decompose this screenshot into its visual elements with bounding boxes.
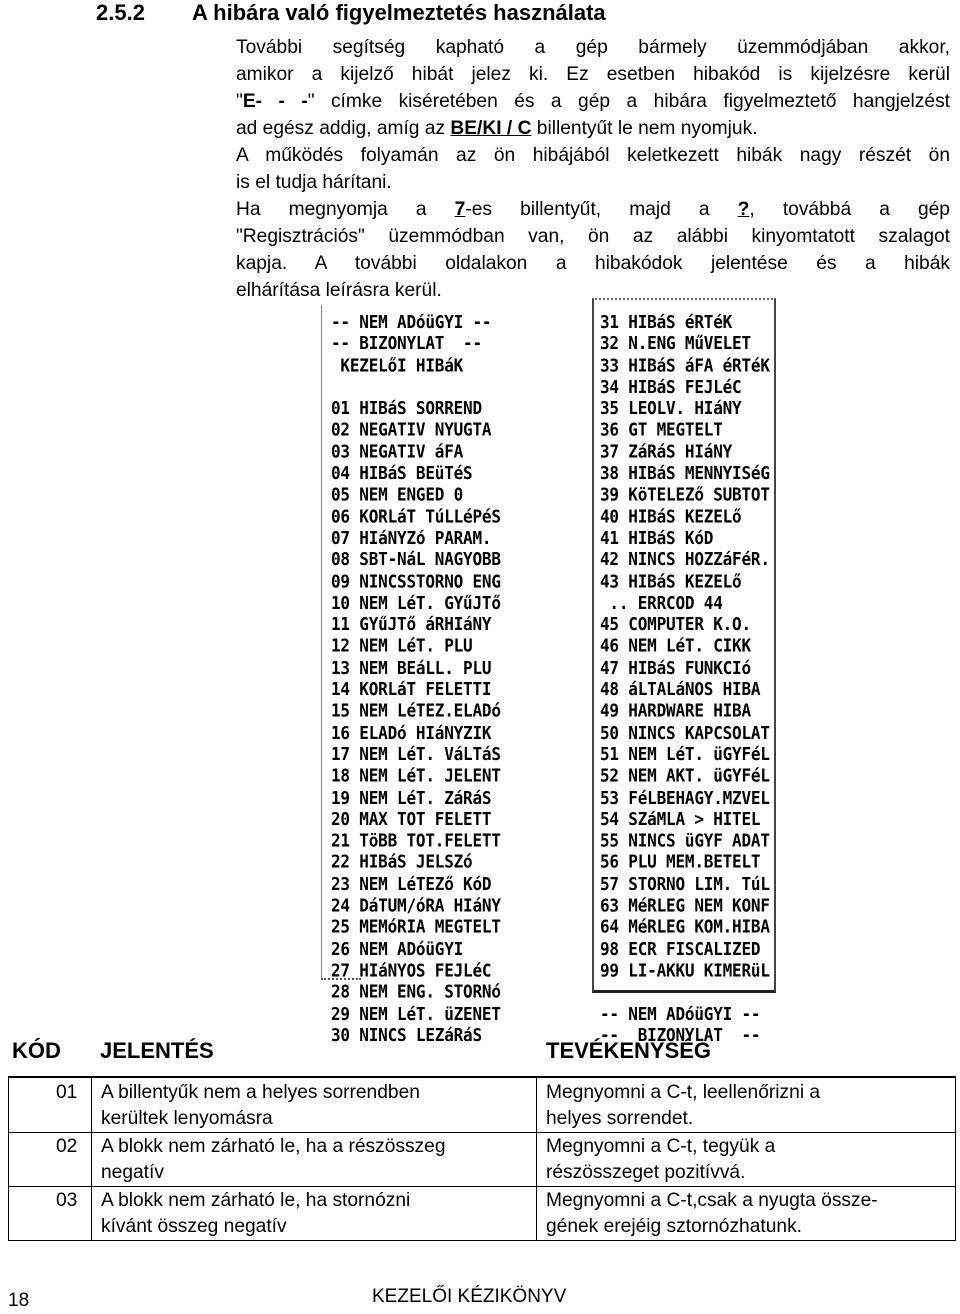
- key-be-ki-c: BE/KI / C: [450, 118, 532, 139]
- receipt-line: 10 NEM LéT. GYűJTő: [331, 591, 501, 614]
- receipt-line: 41 HIBáS KóD: [600, 527, 714, 549]
- table-cell-code: 01: [56, 1082, 78, 1103]
- table-header-meaning: JELENTÉS: [100, 1038, 214, 1063]
- table-cell-meaning: A billentyűk nem a helyes sorrendben kerültek lenyomásra: [101, 1082, 420, 1129]
- receipt-line: 42 NINCS HOZZáFéR.: [600, 548, 770, 571]
- table-border-left: [8, 1076, 9, 1240]
- paragraph-line: További segítség kapható a gép bármely üzemmódjában akkor,: [236, 37, 950, 58]
- receipt-line: [331, 376, 501, 398]
- receipt-line: 52 NEM AKT. üGYFéL: [600, 764, 770, 787]
- receipt-line: 46 NEM LéT. CIKK: [600, 635, 751, 657]
- paragraph-line: A működés folyamán az ön hibájából keletkezett hibák nagy részét ön: [236, 145, 950, 166]
- key-question: ?: [737, 199, 750, 220]
- section-number: 2.5.2: [96, 0, 145, 25]
- receipt-line: 34 HIBáS FEJLéC: [600, 375, 742, 398]
- receipt-line: 39 KöTELEZő SUBTOT: [600, 483, 770, 506]
- receipt-line: 02 NEGATIV NYUGTA: [331, 419, 492, 441]
- key-7: 7: [454, 199, 466, 220]
- receipt-line: 29 NEM LéT. üZENET: [331, 1002, 501, 1024]
- receipt-line: 31 HIBáS éRTéK: [600, 311, 733, 333]
- receipt-line: 56 PLU MEM.BETELT: [600, 851, 761, 873]
- receipt-line: 13 NEM BEáLL. PLU: [331, 656, 492, 679]
- receipt-line: 28 NEM ENG. STORNó: [331, 980, 501, 1003]
- receipt-line: 09 NINCSSTORNO ENG: [331, 570, 501, 592]
- receipt-line: 50 NINCS KAPCSOLAT: [600, 721, 770, 743]
- table-rule-bottom: [8, 1240, 956, 1241]
- table-divider: [536, 1076, 537, 1240]
- receipt-line: 55 NINCS üGYF ADAT: [600, 829, 770, 851]
- receipt-line: 24 DáTUM/óRA HIáNY: [331, 894, 501, 916]
- receipt-line: 49 HARDWARE HIBA: [600, 700, 751, 722]
- receipt-line: 54 SZáMLA > HITEL: [600, 808, 761, 830]
- receipt-line: 19 NEM LéT. ZáRáS: [331, 786, 492, 808]
- receipt-line: 33 HIBáS áFA éRTéK: [600, 354, 770, 376]
- receipt-line: 64 MéRLEG KOM.HIBA: [600, 916, 770, 938]
- table-cell-code: 02: [56, 1136, 78, 1157]
- receipt-line: 40 HIBáS KEZELő: [600, 505, 742, 527]
- receipt-line: 07 HIáNYZó PARAM.: [331, 527, 492, 549]
- receipt-line: 47 HIBáS FUNKCIó: [600, 656, 751, 679]
- table-cell-action: Megnyomni a C-t, leellenőrizni a helyes sorrendet.: [546, 1082, 821, 1129]
- table-header-code: KÓD: [12, 1038, 61, 1063]
- receipt-line: 03 NEGATIV áFA: [331, 440, 464, 462]
- receipt-line: [600, 981, 770, 1003]
- table-cell-meaning: A blokk nem zárható le, ha a részösszeg negatív: [101, 1136, 446, 1183]
- receipt-line: 53 FéLBEHAGY.MZVEL: [600, 786, 770, 808]
- error-display-label: E- - -: [242, 91, 308, 112]
- receipt-line: 08 SBT-NáL NAGYOBB: [331, 548, 501, 571]
- receipt-line: 25 MEMóRIA MEGTELT: [331, 916, 501, 938]
- table-cell-meaning: A blokk nem zárható le, ha stornózni kívánt összeg negatív: [101, 1190, 411, 1237]
- receipt-line: 36 GT MEGTELT: [600, 419, 723, 441]
- receipt-line: -- NEM ADóüGYI --: [600, 1002, 761, 1024]
- receipt-line: 38 HIBáS MENNYISéG: [600, 462, 770, 484]
- paragraph-line: kapja. A további oldalakon a hibakódok jelentése és a hibák: [236, 253, 950, 274]
- receipt-line: 11 GYűJTő áRHIáNY: [331, 613, 492, 635]
- page-number: 18: [8, 1290, 30, 1311]
- paragraph-line: amikor a kijelző hibát jelez ki. Ez esetben hibakód is kijelzésre kerül: [236, 64, 950, 85]
- receipt-line: .. ERRCOD 44: [600, 591, 723, 614]
- table-rule: [8, 1132, 956, 1133]
- receipt-line: 27 HIáNYOS FEJLéC: [331, 959, 492, 981]
- paragraph-line: ad egész addig, amíg az BE/KI / C billentyűt le nem nyomjuk.: [236, 118, 758, 139]
- receipt-line: 06 KORLáT TúLLéPéS: [331, 505, 501, 527]
- paragraph-line: is el tudja hárítani.: [236, 172, 392, 193]
- receipt-line: 43 HIBáS KEZELő: [600, 570, 742, 592]
- paragraph-line: Ha megnyomja a 7-es billentyűt, majd a ?, továbbá a gép: [236, 199, 950, 220]
- table-cell-code: 03: [56, 1190, 78, 1211]
- section-title: A hibára való figyelmeztetés használata: [192, 0, 606, 25]
- table-border-right: [955, 1076, 956, 1240]
- receipt-line: 12 NEM LéT. PLU: [331, 635, 473, 657]
- receipt-line: 20 MAX TOT FELETT: [331, 808, 492, 830]
- receipt-line: 23 NEM LéTEZő KóD: [331, 872, 492, 895]
- receipt-line: 26 NEM ADóüGYI: [331, 937, 464, 960]
- paragraph-line: elhárítása leírásra kerül.: [236, 280, 442, 301]
- table-header-action: TEVÉKENYSÉG: [546, 1038, 712, 1063]
- receipt-line: 15 NEM LéTEZ.ELADó: [331, 700, 501, 722]
- receipt-line: KEZELőI HIBáK: [331, 354, 464, 376]
- receipt-line: 48 áLTALáNOS HIBA: [600, 678, 761, 700]
- receipt-line: 30 NINCS LEZáRáS: [331, 1024, 482, 1046]
- footer-title: KEZELŐI KÉZIKÖNYV: [372, 1286, 567, 1307]
- receipt-line: 98 ECR FISCALIZED: [600, 937, 761, 960]
- receipt-line: 05 NEM ENGED 0: [331, 483, 464, 506]
- receipt-line: 45 COMPUTER K.O.: [600, 613, 751, 635]
- table-cell-action: Megnyomni a C-t,csak a nyugta össze- gének erejéig sztornózhatunk.: [546, 1190, 878, 1237]
- receipt-line: 21 TöBB TOT.FELETT: [331, 829, 501, 851]
- receipt-line: 17 NEM LéT. VáLTáS: [331, 743, 501, 765]
- intro-paragraph: [236, 34, 950, 304]
- receipt-line: 37 ZáRáS HIáNY: [600, 440, 733, 462]
- receipt-line: 35 LEOLV. HIáNY: [600, 397, 742, 419]
- receipt-line: 04 HIBáS BEüTéS: [331, 462, 473, 484]
- receipt-line: 51 NEM LéT. üGYFéL: [600, 743, 770, 765]
- receipt-right: [600, 311, 770, 1046]
- receipt-line: 57 STORNO LIM. TúL: [600, 872, 770, 895]
- receipt-line: 99 LI-AKKU KIMERüL: [600, 959, 770, 981]
- table-rule: [8, 1186, 956, 1187]
- paragraph-line: "E- - -" címke kiséretében és a gép a hibára figyelmeztető hangjelzést: [236, 91, 950, 112]
- receipt-line: 18 NEM LéT. JELENT: [331, 764, 501, 787]
- receipt-left-edge: [321, 305, 322, 980]
- receipt-line: 14 KORLáT FELETTI: [331, 678, 492, 700]
- section-heading: [96, 0, 606, 26]
- receipt-line: 32 N.ENG MűVELET: [600, 332, 751, 354]
- table-rule-top: [8, 1076, 956, 1078]
- receipt-line: 01 HIBáS SORREND: [331, 397, 482, 419]
- table-cell-action: Megnyomni a C-t, tegyük a részösszeget pozitívvá.: [546, 1136, 776, 1183]
- paragraph-line: "Regisztrációs" üzemmódban van, ön az alábbi kinyomtatott szalagot: [236, 226, 950, 247]
- receipt-left: [331, 311, 501, 1046]
- receipt-line: 16 ELADó HIáNYZIK: [331, 721, 492, 743]
- receipt-line: 22 HIBáS JELSZó: [331, 851, 473, 873]
- receipt-line: -- BIZONYLAT --: [600, 1024, 761, 1046]
- receipt-line: -- NEM ADóüGYI --: [331, 311, 492, 333]
- receipt-line: -- BIZONYLAT --: [331, 332, 482, 354]
- table-divider: [91, 1076, 92, 1240]
- receipt-line: 63 MéRLEG NEM KONF: [600, 894, 770, 916]
